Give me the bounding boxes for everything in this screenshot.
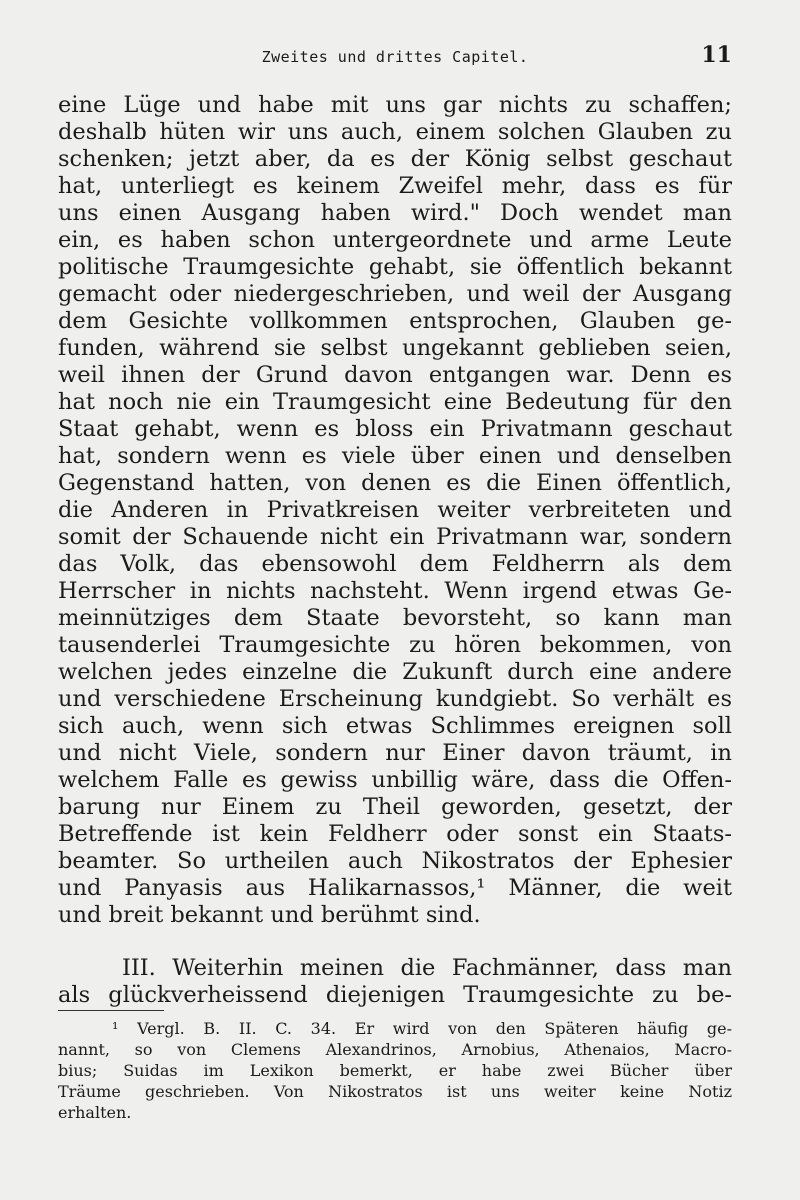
text-line: tausenderlei Traumgesichte zu hören bekommen, von [58,632,732,658]
text-line: deshalb hüten wir uns auch, einem solchen Glauben zu [58,119,732,145]
text-line: weil ihnen der Grund davon entgangen war. Denn es [58,362,732,388]
body-text [58,92,732,1009]
text-line: hat noch nie ein Traumgesicht eine Bedeutung für den [58,389,732,415]
text-line: meinnütziges dem Staate bevorsteht, so kann man [58,605,732,631]
text-line: beamter. So urtheilen auch Nikostratos der Ephesier [58,848,732,874]
running-head [58,40,732,70]
text-line: funden, während sie selbst ungekannt geblieben seien, [58,335,732,361]
text-line: als glückverheissend diejenigen Traumgesichte zu be- [58,982,732,1008]
text-line: Betreffende ist kein Feldherr oder sonst ein Staats- [58,821,732,847]
section-heading-line: III. Weiterhin meinen die Fachmänner, dass man [122,955,732,981]
footnote-line: ¹ Vergl. B. II. C. 34. Er wird von den Späteren häufig ge- [112,1019,732,1038]
text-line: uns einen Ausgang haben wird." Doch wendet man [58,200,732,226]
footnote [58,1018,732,1123]
text-line: Staat gehabt, wenn es bloss ein Privatmann geschaut [58,416,732,442]
page-number: 11 [701,42,732,68]
text-line: das Volk, das ebensowohl dem Feldherrn als dem [58,551,732,577]
text-line: welchem Falle es gewiss unbillig wäre, dass die Offen- [58,767,732,793]
running-title: Zweites und drittes Capitel. [261,48,529,66]
text-line: sich auch, wenn sich etwas Schlimmes ereignen soll [58,713,732,739]
footnote-rule [58,1010,164,1011]
paragraph-gap [58,929,732,955]
text-line: welchen jedes einzelne die Zukunft durch eine andere [58,659,732,685]
text-line: die Anderen in Privatkreisen weiter verbreiteten und [58,497,732,523]
text-line: politische Traumgesichte gehabt, sie öffentlich bekannt [58,254,732,280]
text-line: Herrscher in nichts nachsteht. Wenn irgend etwas Ge- [58,578,732,604]
text-line: und breit bekannt und berühmt sind. [58,902,481,928]
text-line: dem Gesichte vollkommen entsprochen, Glauben ge- [58,308,732,334]
text-line: Gegenstand hatten, von denen es die Einen öffentlich, [58,470,732,496]
text-line: hat, unterliegt es keinem Zweifel mehr, dass es für [58,173,732,199]
text-line: und nicht Viele, sondern nur Einer davon träumt, in [58,740,732,766]
text-line: barung nur Einem zu Theil geworden, gesetzt, der [58,794,732,820]
text-line: und verschiedene Erscheinung kundgiebt. So verhält es [58,686,732,712]
text-line: und Panyasis aus Halikarnassos,¹ Männer, die weit [58,875,732,901]
text-line: ein, es haben schon untergeordnete und arme Leute [58,227,732,253]
text-line: hat, sondern wenn es viele über einen und denselben [58,443,732,469]
text-line: gemacht oder niedergeschrieben, und weil der Ausgang [58,281,732,307]
footnote-line: bius; Suidas im Lexikon bemerkt, er habe zwei Bücher über [58,1061,732,1080]
text-line: eine Lüge und habe mit uns gar nichts zu schaffen; [58,92,732,118]
text-line: somit der Schauende nicht ein Privatmann war, sondern [58,524,732,550]
footnote-line: erhalten. [58,1103,132,1122]
footnote-line: nannt, so von Clemens Alexandrinos, Arnobius, Athenaios, Macro- [58,1040,732,1059]
text-line: schenken; jetzt aber, da es der König selbst geschaut [58,146,732,172]
footnote-line: Träume geschrieben. Von Nikostratos ist uns weiter keine Notiz [58,1082,732,1101]
